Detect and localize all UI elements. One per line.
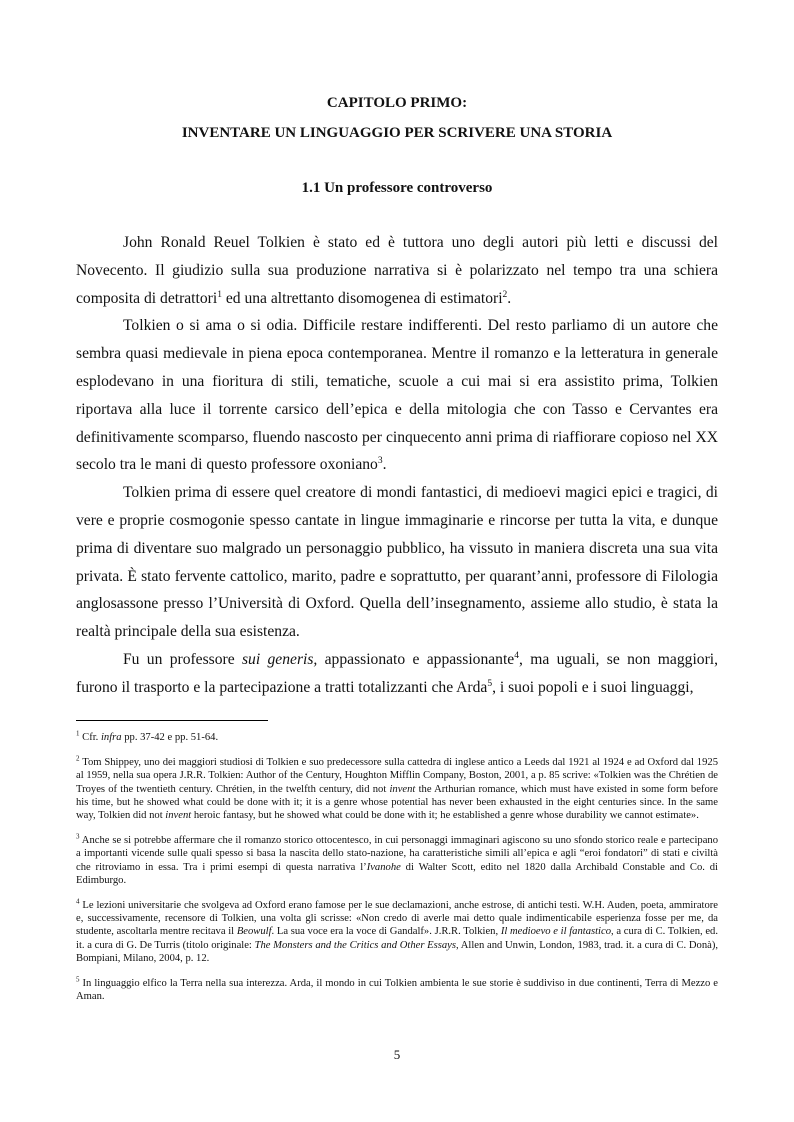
- footnote-separator: [76, 720, 268, 721]
- paragraph-1: John Ronald Reuel Tolkien è stato ed è tuttora uno degli autori più letti e discussi del Novecento. Il giudizio sulla sua produzione narrativa si è polarizzato nel tempo tra una schiera composita di detrattori$^1$ ed una altrettanto disomogenea di estimatori$^2$.: [76, 234, 718, 307]
- footnote-4: $^4$ Le lezioni universitarie che svolgeva ad Oxford erano famose per le sue declamazioni, anche estrose, di antichi testi. W.H. Auden, poeta, ammiratore e, successivamente, recensore di Tolkien, una volta gli scrisse: «Non credo di averle mai detto quale indimenticabile esperienza fosse per me, da studente, ascoltarla mentre recitava il Beowulf. La sua voce era la voce di Gandalf». J.R.R. Tolkien, Il medioevo e il fantastico, a cura di C. Tolkien, ed. it. a cura di G. De Turris (titolo originale: The Monsters and the Critics and Other Essays, Allen and Unwin, London, 1983, trad. it. a cura di C. Donà), Bompiani, Milano, 2004, p. 12.: [76, 897, 719, 964]
- chapter-title: CAPITOLO PRIMO:: [326, 95, 468, 111]
- footnote-3: $^3$ Anche se si potrebbe affermare che il romanzo storico ottocentesco, in cui personaggi immaginari agiscono su uno sfondo storico reale e partecipano a importanti vicende sulle quali spesso si basa la nascita dello stato-nazione, ha caratteristiche simili all’epica e agli “eroi fondatori” di stati e civiltà che ritroviamo in essa. Tra i primi esempi di questa narrativa l’Ivanohe di Walter Scott, edito nel 1820 dalla Archibald Constable and Co. di Edimburgo.: [76, 832, 718, 886]
- footnote-2: $^2$ Tom Shippey, uno dei maggiori studiosi di Tolkien e suo predecessore sulla cattedra di inglese antico a Leeds dal 1921 al 1924 e ad Oxford dal 1925 al 1959, nella sua opera J.R.R. Tolkien: Author of the Century, Houghton Mifflin Company, Boston, 2001, a p. 85 scrive: «Tolkien was the Chrétien de Troyes of the twentieth century. Chrétien, in the twelfth century, did not invent the Arthurian romance, which must have existed in some form before his time, but he showed what could be done with it; it is a genre whose potential has never been exhausted in the eight centuries since. In the same way, Tolkien did not invent heroic fantasy, but he showed what could be done with it; he established a genre whose durability we cannot estimate».: [76, 754, 718, 822]
- page-number: 5: [393, 1047, 401, 1062]
- paragraph-4: Fu un professore sui generis, appassionato e appassionante$^4$, ma uguali, se non maggiori, furono il trasporto e la partecipazione a tratti totalizzanti che Arda$^5$, i suoi popoli e i suoi linguaggi,: [76, 650, 718, 696]
- footnote-ref-3[interactable]: 3: [377, 456, 383, 467]
- footnotes: [76, 731, 718, 1015]
- section-title: 1.1 Un professore controverso: [301, 180, 493, 196]
- footnote-ref-2[interactable]: 2: [502, 289, 508, 300]
- footnote-ref-5[interactable]: 5: [487, 678, 493, 689]
- footnote-1: $^1$ Cfr. infra pp. 37-42 e pp. 51-64.: [76, 729, 219, 743]
- footnote-ref-1[interactable]: 1: [217, 289, 222, 300]
- footnote-ref-4[interactable]: 4: [514, 650, 519, 661]
- paragraph-2: Tolkien o si ama o si odia. Difficile restare indifferenti. Del resto parliamo di un autore che sembra quasi medievale in piena epoca contemporanea. Mentre il romanzo e la letteratura in generale esplodevano in una fioritura di stili, tematiche, scuole a cui mai si era assistito prima, Tolkien riportava alla luce il torrente carsico dell’epica e della mitologia che con Tasso e Cervantes era definitivamente scomparso, fluendo nascosto per cinquecento anni prima di riaffiorare copioso nel XX secolo tra le mani di questo professore oxoniano$^3$.: [76, 317, 718, 474]
- body-text: [76, 229, 718, 702]
- chapter-subtitle: INVENTARE UN LINGUAGGIO PER SCRIVERE UNA STORIA: [181, 125, 613, 141]
- footnote-5: $^5$ In linguaggio elfico la Terra nella sua interezza. Arda, il mondo in cui Tolkien ambienta le sue storie è suddiviso in due continenti, Terra di Mezzo e Aman.: [76, 975, 718, 1003]
- paragraph-3: Tolkien prima di essere quel creatore di mondi fantastici, di medioevi magici epici e tragici, di vere e proprie cosmogonie spesso cantate in lingue immaginarie e rincorse per tutta la vita, e dunque prima di diventare suo malgrado un personaggio pubblico, ha vissuto in maniera discreta una sua vita privata. È stato fervente cattolico, marito, padre e soprattutto, per quarant’anni, professore di Filologia anglosassone presso l’Università di Oxford. Quella dell’insegnamento, assieme allo studio, è stata la realtà principale della sua esistenza.: [76, 484, 718, 641]
